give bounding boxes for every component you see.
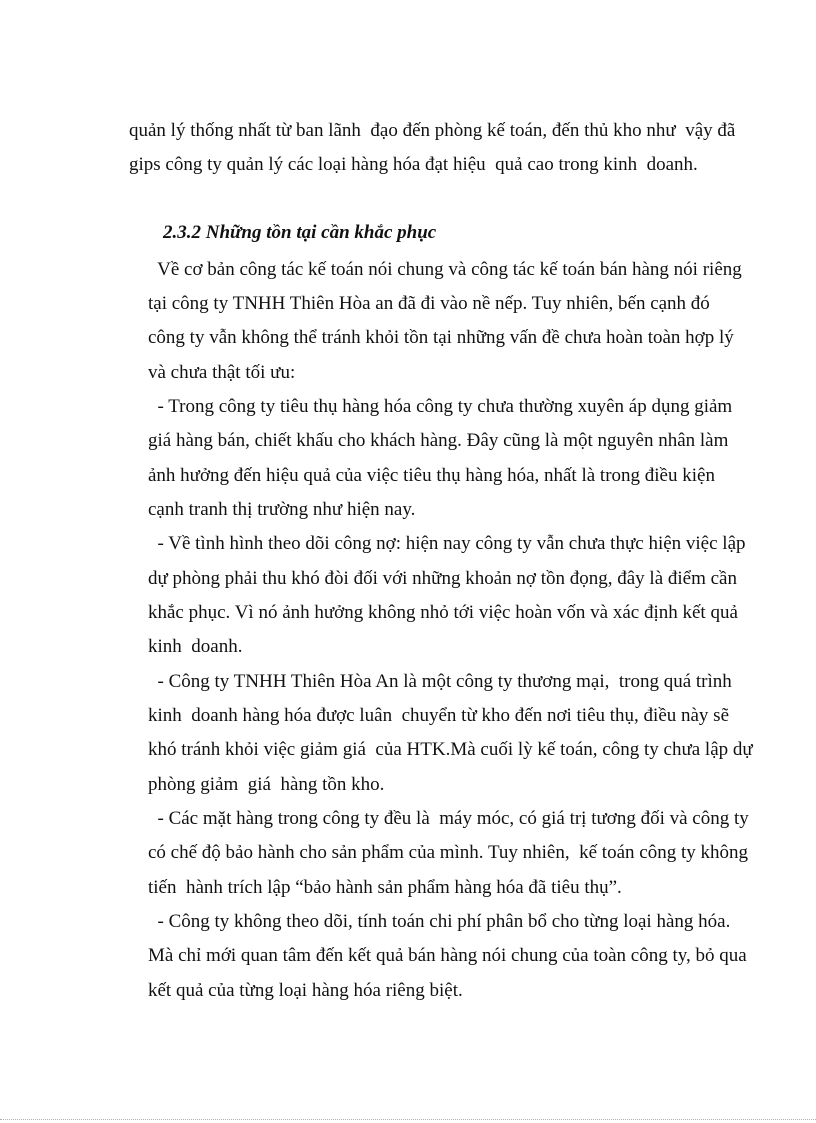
paragraph-5-line-1: - Các mặt hàng trong công ty đều là máy móc, có giá trị tương đối và công ty [148, 808, 749, 829]
paragraph-5-line-2: có chế độ bảo hành cho sản phẩm của mình. Tuy nhiên, kế toán công ty không [148, 842, 748, 863]
paragraph-1-line-3: công ty vẫn không thể tránh khỏi tồn tại những vấn đề chưa hoàn toàn hợp lý [148, 327, 734, 348]
paragraph-4-line-4: phòng giảm giá hàng tồn kho. [148, 774, 385, 795]
paragraph-4-line-2: kinh doanh hàng hóa được luân chuyển từ kho đến nơi tiêu thụ, điều này sẽ [148, 705, 730, 726]
intro-line-2: gips công ty quản lý các loại hàng hóa đạt hiệu quả cao trong kinh doanh. [129, 154, 698, 175]
paragraph-1-line-4: và chưa thật tối ưu: [148, 362, 296, 383]
section-heading: 2.3.2 Những tồn tại cần khắc phục [163, 222, 437, 243]
paragraph-4-line-1: - Công ty TNHH Thiên Hòa An là một công ty thương mại, trong quá trình [148, 671, 732, 692]
paragraph-2-line-1: - Trong công ty tiêu thụ hàng hóa công ty chưa thường xuyên áp dụng giảm [148, 396, 733, 417]
paragraph-2-line-4: cạnh tranh thị trường như hiện nay. [148, 499, 416, 520]
paragraph-1-line-2: tại công ty TNHH Thiên Hòa an đã đi vào nề nếp. Tuy nhiên, bến cạnh đó [148, 293, 710, 314]
paragraph-6-line-1: - Công ty không theo dõi, tính toán chi phí phân bổ cho từng loại hàng hóa. [148, 911, 731, 932]
paragraph-4-line-3: khó tránh khỏi việc giảm giá của HTK.Mà cuối lỳ kế toán, công ty chưa lập dự [148, 739, 753, 760]
paragraph-2-line-3: ảnh hưởng đến hiệu quả của việc tiêu thụ hàng hóa, nhất là trong điều kiện [148, 465, 715, 486]
intro-line-1: quản lý thống nhất từ ban lãnh đạo đến phòng kế toán, đến thủ kho như vậy đã [129, 120, 736, 141]
paragraph-6-line-2: Mà chỉ mới quan tâm đến kết quả bán hàng nói chung của toàn công ty, bỏ qua [148, 945, 747, 966]
paragraph-5-line-3: tiến hành trích lập “bảo hành sản phẩm hàng hóa đã tiêu thụ”. [148, 877, 622, 898]
page-bottom-border [0, 1119, 816, 1120]
paragraph-3-line-2: dự phòng phải thu khó đòi đối với những khoản nợ tồn đọng, đây là điểm cần [148, 568, 737, 589]
paragraph-1-line-1: Về cơ bản công tác kế toán nói chung và công tác kế toán bán hàng nói riêng [148, 259, 742, 280]
paragraph-2-line-2: giá hàng bán, chiết khấu cho khách hàng. Đây cũng là một nguyên nhân làm [148, 430, 729, 451]
paragraph-3-line-1: - Về tình hình theo dõi công nợ: hiện nay công ty vẫn chưa thực hiện việc lập [148, 533, 746, 554]
paragraph-6-line-3: kết quả của từng loại hàng hóa riêng biệt. [148, 980, 463, 1001]
paragraph-3-line-4: kinh doanh. [148, 636, 243, 657]
paragraph-3-line-3: khắc phục. Vì nó ảnh hưởng không nhỏ tới việc hoàn vốn và xác định kết quả [148, 602, 738, 623]
